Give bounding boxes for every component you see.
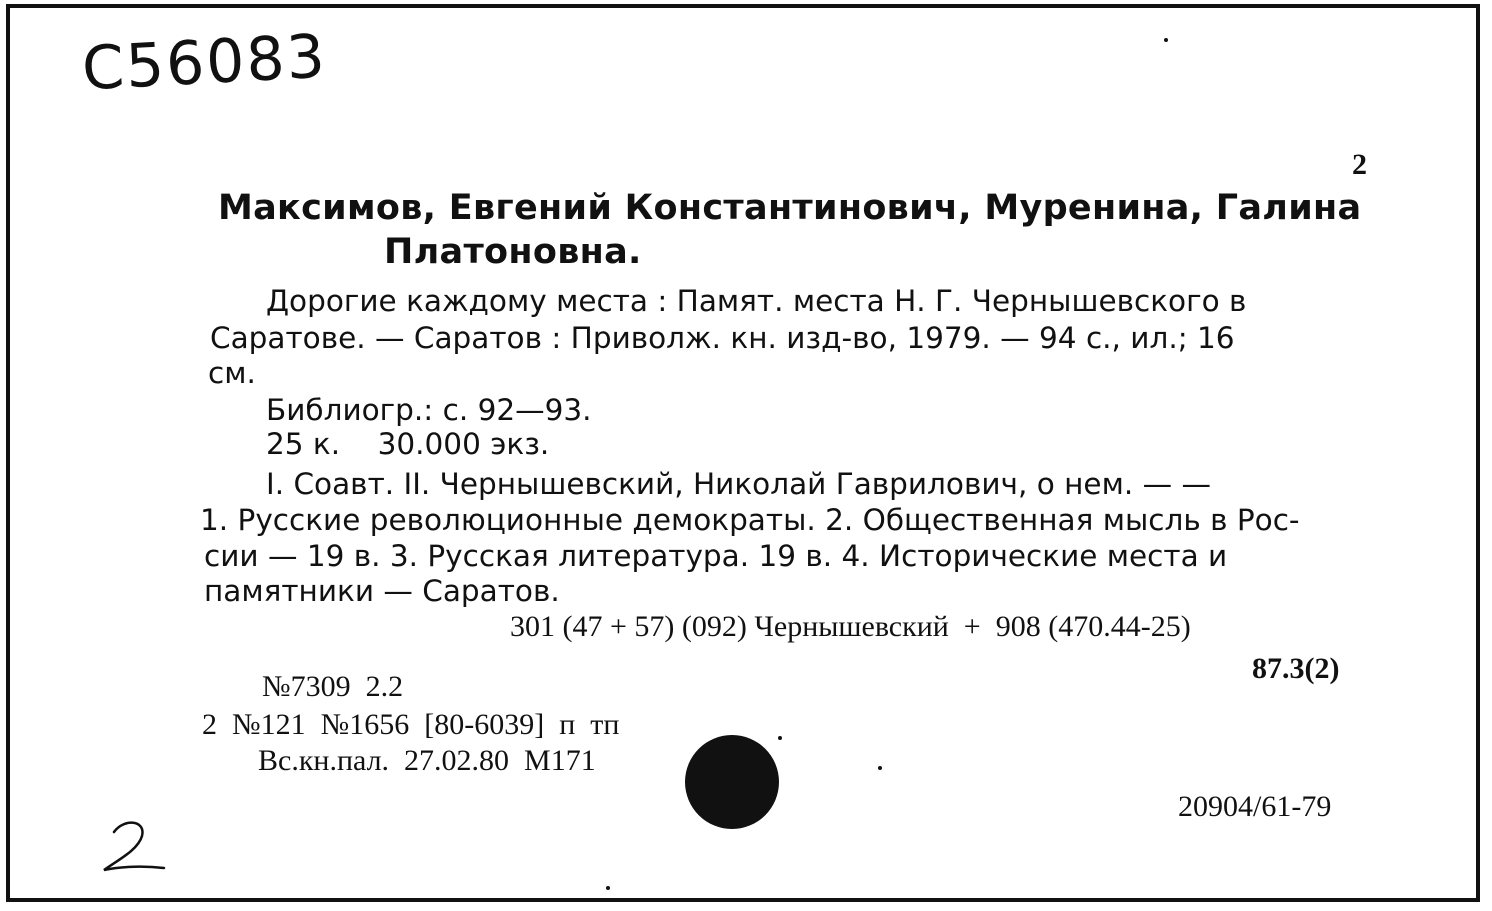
card-code: 20904/61-79 [1178,790,1332,823]
speck [878,766,882,770]
subject-line-3: сии — 19 в. 3. Русская литература. 19 в. 4. Исторические места и [204,539,1228,573]
book-chamber-line: Вс.кн.пал. 27.02.80 М171 [258,744,596,777]
bibliography-note: Библиогр.: с. 92—93. [266,393,592,427]
bbk-classification: 87.3(2) [1252,652,1340,685]
order-line: 2 №121 №1656 [80-6039] п тп [202,708,620,741]
title-line-3: см. [208,356,256,390]
title-line-1: Дорогие каждому места : Памят. места Н. Г. Чернышевского в [266,284,1247,318]
subject-line-4: памятники — Саратов. [204,574,560,608]
author-heading-line1: Максимов, Евгений Константинович, Муренина, Галина [218,188,1362,228]
speck [1164,38,1168,42]
copies-count: 2 [1352,148,1367,181]
speck [778,736,782,740]
udc-classification: 301 (47 + 57) (092) Чернышевский + 908 (470.44-25) [510,610,1191,643]
author-heading-line2: Платоновна. [384,232,642,272]
punch-hole [684,734,784,834]
subject-line-2: 1. Русские революционные демократы. 2. Общественная мысль в Рос- [200,503,1300,537]
speck [606,886,610,890]
handwritten-call-number: C56083 [80,21,329,105]
price-and-run: 25 к. 30.000 экз. [266,427,550,461]
record-number: №7309 2.2 [262,670,404,703]
title-line-2: Саратове. — Саратов : Приволж. кн. изд-во, 1979. — 94 с., ил.; 16 [210,321,1235,355]
handwritten-footnote-numeral [94,812,184,882]
subject-line-1: I. Соавт. II. Чернышевский, Николай Гаврилович, о нем. — — [266,467,1211,501]
